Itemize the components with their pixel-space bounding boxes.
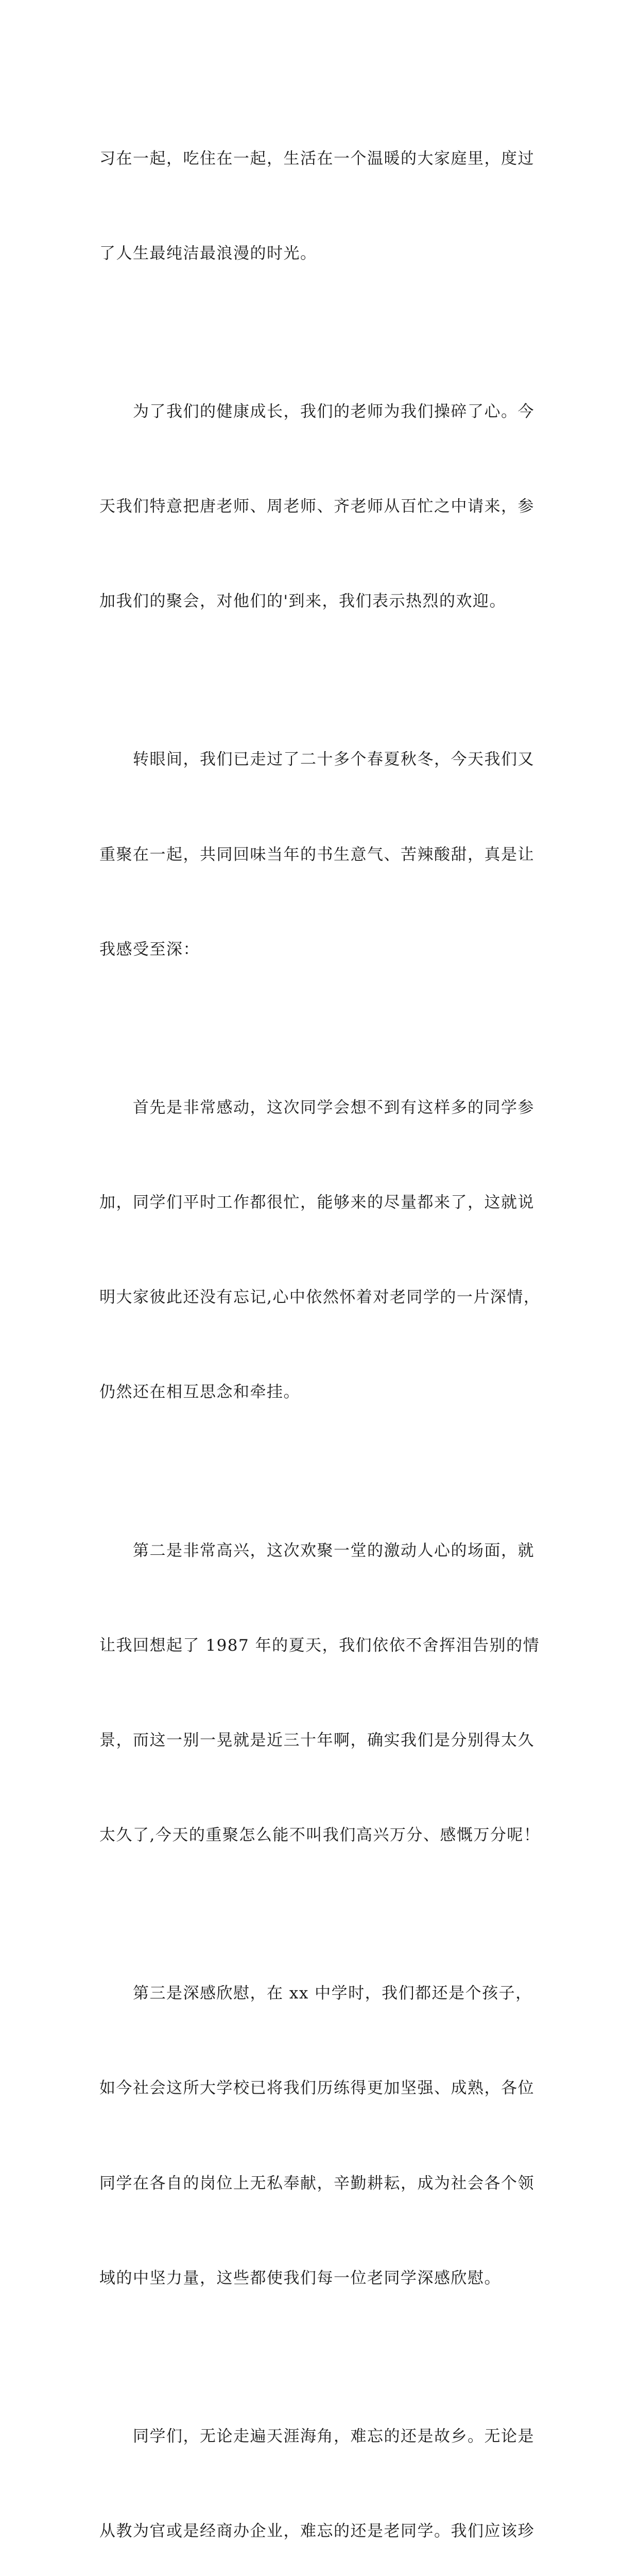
text-line: 天我们特意把唐老师、周老师、齐老师从百忙之中请来，参	[99, 497, 534, 516]
paragraph-4	[99, 1029, 542, 1472]
paragraph-5	[99, 1472, 542, 1915]
text-line: 明大家彼此还没有忘记,心中依然怀着对老同学的一片深情，	[99, 1288, 541, 1307]
text-line: 从教为官或是经商办企业，难忘的还是老同学。我们应该珍	[99, 2521, 534, 2540]
text-line: 我感受至深：	[99, 940, 200, 959]
text-line: 加，同学们平时工作都很忙，能够来的尽量都来了，这就说	[99, 1193, 534, 1212]
text-line: 加我们的聚会，对他们的'到来，我们表示热烈的欢迎。	[99, 592, 507, 611]
text-line: 如今社会这所大学校已将我们历练得更加坚强、成熟，各位	[99, 2079, 534, 2098]
paragraph-3	[99, 681, 542, 1029]
text-line: 第二是非常高兴，这次欢聚一堂的激动人心的场面，就	[99, 1541, 534, 1560]
text-line: 景，而这一别一晃就是近三十年啊，确实我们是分别得太久	[99, 1731, 534, 1750]
paragraph-7	[99, 2358, 542, 2576]
document-body	[99, 80, 542, 2576]
text-line: 域的中坚力量，这些都使我们每一位老同学深感欣慰。	[99, 2268, 501, 2287]
text-line: 了人生最纯洁最浪漫的时光。	[99, 244, 317, 263]
text-line: 为了我们的健康成长，我们的老师为我们操碎了心。今	[99, 402, 534, 421]
text-line: 仍然还在相互思念和牵挂。	[99, 1383, 300, 1402]
text-line: 重聚在一起，共同回味当年的书生意气、苦辣酸甜，真是让	[99, 845, 534, 864]
text-line: 同学们，无论走遍天涯海角，难忘的还是故乡。无论是	[99, 2427, 534, 2446]
text-line: 太久了,今天的重聚怎么能不叫我们高兴万分、感慨万分呢！	[99, 1826, 541, 1845]
text-line: 转眼间，我们已走过了二十多个春夏秋冬，今天我们又	[99, 750, 534, 769]
text-line: 让我回想起了 1987 年的夏天，我们依依不舍挥泪告别的情	[99, 1636, 540, 1655]
text-line: 同学在各自的岗位上无私奉献，辛勤耕耘，成为社会各个领	[99, 2174, 534, 2193]
text-line: 首先是非常感动，这次同学会想不到有这样多的同学参	[99, 1098, 534, 1117]
text-line: 第三是深感欣慰，在 xx 中学时，我们都还是个孩子，	[99, 1984, 532, 2003]
text-line: 习在一起，吃住在一起，生活在一个温暖的大家庭里，度过	[99, 149, 534, 168]
paragraph-1	[99, 80, 542, 333]
paragraph-2	[99, 333, 542, 681]
paragraph-6	[99, 1914, 542, 2358]
